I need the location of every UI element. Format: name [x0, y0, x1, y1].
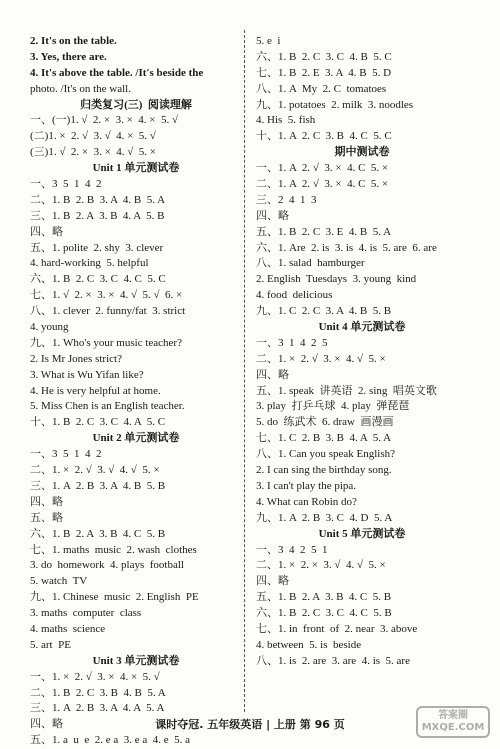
answer-line: 七、1. in front of 2. near 3. above	[256, 622, 418, 635]
answer-line: 3. I can't play the pipa.	[256, 479, 357, 492]
answer-line: 四、略	[30, 718, 63, 731]
answer-line: 五、1. a u e 2. e a 3. e a 4. e 5. a	[30, 734, 191, 747]
column-divider	[244, 30, 245, 712]
answer-line: 一、1. × 2. √ 3. × 4. × 5. √	[30, 670, 160, 683]
answer-line: 九、1. C 2. C 3. A 4. B 5. B	[256, 305, 392, 318]
answer-line: 一、(一)1. √ 2. × 3. × 4. × 5. √	[30, 114, 179, 127]
answer-line: 九、1. Chinese music 2. English PE	[30, 591, 199, 604]
answer-line: 5. e i	[256, 35, 281, 47]
answer-line: 二、1. × 2. √ 3. × 4. √ 5. ×	[256, 352, 386, 365]
watermark-text-top: 答案圈	[438, 710, 468, 721]
answer-line: 六、1. Are 2. is 3. is 4. is 5. are 6. are	[256, 241, 437, 254]
section-title: 期中测试卷	[334, 146, 390, 159]
answer-line: 十、1. A 2. C 3. B 4. C 5. C	[256, 130, 392, 143]
answer-line: 六、1. B 2. C 3. C 4. C 5. C	[30, 273, 166, 286]
answer-line: 七、1. B 2. E 3. A 4. B 5. D	[256, 66, 392, 79]
answer-line: 3. Yes, there are.	[30, 50, 107, 63]
answer-line: 一、1. A 2. √ 3. × 4. C 5. ×	[256, 162, 389, 175]
right-column	[256, 34, 468, 670]
answer-line: 五、1. B 2. A 3. B 4. C 5. B	[256, 591, 392, 604]
section-title: Unit 2 单元测试卷	[92, 432, 180, 445]
section-title: 归类复习(三) 阅读理解	[80, 98, 192, 111]
answer-line: 四、略	[30, 495, 63, 508]
answer-line: 六、1. B 2. C 3. C 4. C 5. B	[256, 607, 392, 620]
answer-line: 二、1. × 2. √ 3. √ 4. √ 5. ×	[30, 464, 160, 477]
answer-line: 七、1. maths music 2. wash clothes	[30, 543, 197, 556]
answer-line: photo. /It's on the wall.	[30, 82, 131, 95]
section-title: Unit 5 单元测试卷	[318, 527, 406, 540]
answer-line: 七、1. √ 2. × 3. × 4. √ 5. √ 6. ×	[30, 289, 183, 302]
answer-line: 4. What can Robin do?	[256, 495, 357, 508]
answer-line: 3. play 打乒乓球 4. play 弹琵琶	[256, 400, 410, 413]
answer-line: 四、略	[256, 209, 289, 222]
answer-line: 三、2 4 1 3	[256, 193, 317, 206]
answer-line: 五、1. speak 讲英语 2. sing 唱英文歌	[256, 384, 437, 397]
answer-line: 2. It's on the table.	[30, 35, 117, 47]
answer-line: 三、1. B 2. A 3. B 4. A 5. B	[30, 209, 165, 222]
answer-line: 五、1. polite 2. shy 3. clever	[30, 241, 164, 254]
answer-line: 四、略	[30, 225, 63, 238]
answer-line: (二)1. × 2. √ 3. √ 4. × 5. √	[30, 130, 156, 143]
answer-line: 4. maths science	[30, 622, 106, 635]
answer-line: 六、1. B 2. A 3. B 4. C 5. B	[30, 527, 166, 540]
answer-line: 九、1. potatoes 2. milk 3. noodles	[256, 98, 414, 111]
answer-line: 四、略	[256, 368, 289, 381]
answer-line: 5. do 练武术 6. draw 画漫画	[256, 416, 394, 429]
answer-line: 4. young	[30, 321, 69, 334]
answer-line: 一、3 5 1 4 2	[30, 448, 102, 461]
watermark-text-bottom: MXQE.COM	[421, 722, 485, 733]
answer-line: 三、1. A 2. B 3. A 4. B 5. B	[30, 479, 166, 492]
answer-line: 五、略	[30, 511, 63, 524]
answer-line: 5. Miss Chen is an English teacher.	[30, 400, 185, 413]
answer-line: 5. art PE	[30, 638, 71, 651]
answer-line: 八、1. clever 2. funny/fat 3. strict	[30, 305, 186, 318]
answer-line: 二、1. × 2. × 3. √ 4. √ 5. ×	[256, 559, 386, 572]
answer-line: 4. between 5. is beside	[256, 638, 362, 651]
answer-line: 一、3 4 2 5 1	[256, 543, 328, 556]
answer-line: 九、1. Who's your music teacher?	[30, 336, 182, 349]
answer-line: 六、1. B 2. C 3. C 4. B 5. C	[256, 50, 392, 63]
answer-line: 二、1. A 2. √ 3. × 4. C 5. ×	[256, 178, 389, 191]
answer-line: 3. do homework 4. plays football	[30, 559, 184, 572]
answer-line: 2. I can sing the birthday song.	[256, 464, 392, 477]
answer-line: 2. Is Mr Jones strict?	[30, 352, 122, 365]
answer-line: 4. It's above the table. /It's beside the	[30, 66, 204, 79]
answer-line: 八、1. A My 2. C tomatoes	[256, 82, 387, 95]
page-footer: 课时夺冠. 五年级英语 | 上册 第 96 页	[155, 718, 345, 731]
answer-line: 八、1. salad hamburger	[256, 257, 365, 270]
answer-line: 八、1. Can you speak English?	[256, 448, 396, 461]
section-title: Unit 1 单元测试卷	[92, 162, 180, 175]
answer-line: 五、1. B 2. C 3. E 4. B 5. A	[256, 225, 392, 238]
answer-line: 4. His 5. fish	[256, 114, 316, 127]
answer-line: 3. What is Wu Yifan like?	[30, 368, 144, 381]
answer-line: 九、1. A 2. B 3. C 4. D 5. A	[256, 511, 393, 524]
answer-line: 二、1. B 2. B 3. A 4. B 5. A	[30, 193, 166, 206]
answer-line: 八、1. is 2. are 3. are 4. is 5. are	[256, 654, 410, 667]
answer-line: 4. food delicious	[256, 289, 333, 302]
answer-line: 七、1. C 2. B 3. B 4. A 5. A	[256, 432, 392, 445]
answer-line: (三)1. √ 2. × 3. × 4. √ 5. ×	[30, 146, 157, 159]
watermark-logo	[416, 706, 490, 738]
answer-line: 四、略	[256, 575, 289, 588]
section-title: Unit 4 单元测试卷	[318, 321, 406, 334]
answer-line: 一、3 1 4 2 5	[256, 336, 328, 349]
answer-line: 一、3 5 1 4 2	[30, 178, 102, 191]
left-column	[30, 34, 242, 749]
answer-line: 4. He is very helpful at home.	[30, 384, 161, 397]
section-title: Unit 3 单元测试卷	[92, 654, 180, 667]
answer-line: 5. watch TV	[30, 575, 88, 588]
answer-line: 十、1. B 2. C 3. C 4. A 5. C	[30, 416, 166, 429]
answer-line: 4. hard-working 5. helpful	[30, 257, 149, 270]
answer-line: 2. English Tuesdays 3. young kind	[256, 273, 417, 286]
answer-line: 三、1. A 2. B 3. A 4. A 5. A	[30, 702, 165, 715]
answer-line: 二、1. B 2. C 3. B 4. B 5. A	[30, 686, 166, 699]
answer-line: 3. maths computer class	[30, 607, 142, 620]
